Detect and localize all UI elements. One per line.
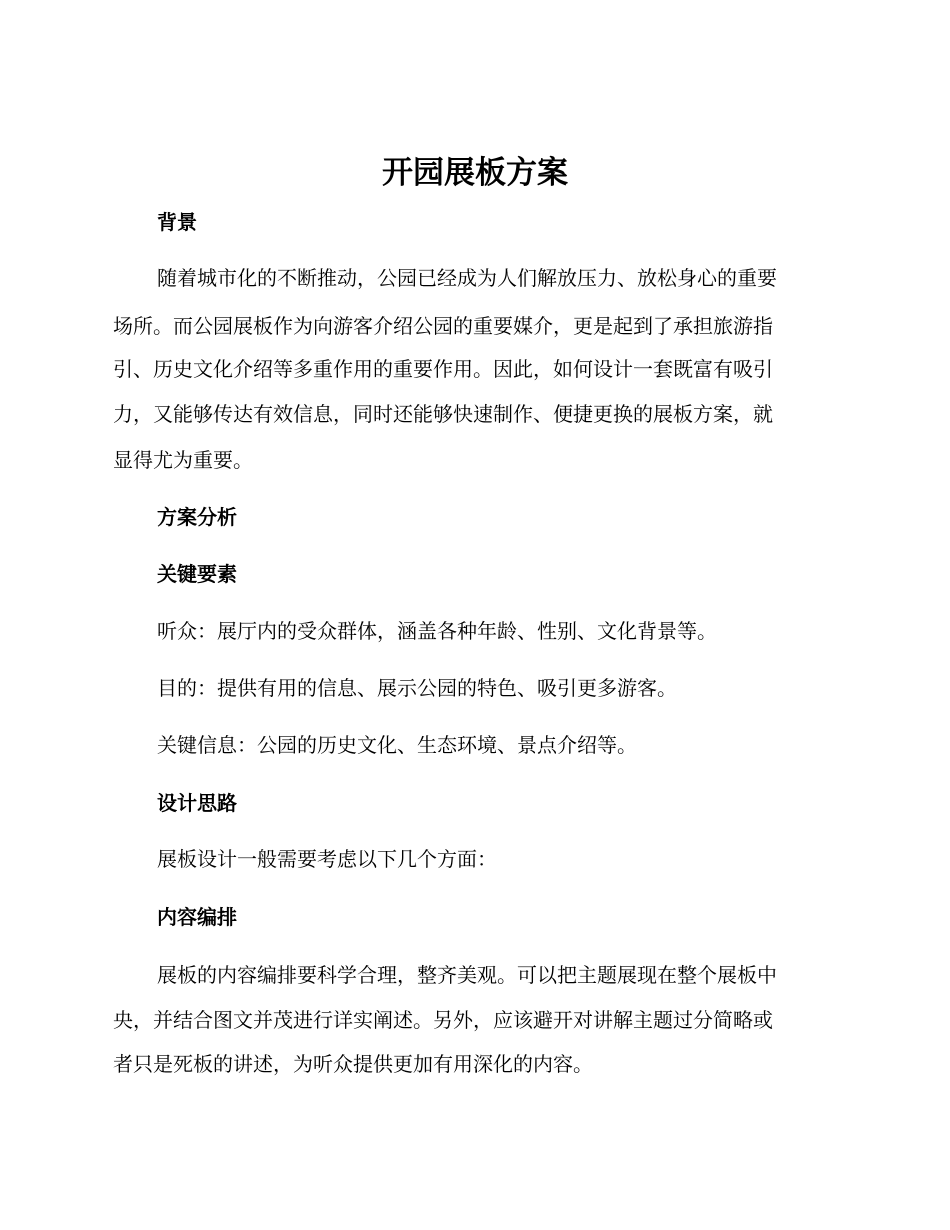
- background-paragraph-line: 力，又能够传达有效信息，同时还能够快速制作、便捷更换的展板方案，就: [113, 402, 773, 426]
- background-paragraph-line: 引、历史文化介绍等多重作用的重要作用。因此，如何设计一套既富有吸引: [113, 357, 773, 381]
- layout-paragraph-line: 展板的内容编排要科学合理，整齐美观。可以把主题展现在整个展板中: [157, 963, 777, 987]
- section-heading-analysis: 方案分析: [157, 505, 237, 529]
- section-heading-background: 背景: [157, 210, 197, 234]
- background-paragraph-line: 场所。而公园展板作为向游客介绍公园的重要媒介，更是起到了承担旅游指: [113, 314, 773, 338]
- background-paragraph-line: 显得尤为重要。: [113, 448, 253, 472]
- section-heading-design: 设计思路: [157, 791, 237, 815]
- section-heading-layout: 内容编排: [157, 905, 237, 929]
- layout-paragraph-line: 者只是死板的讲述，为听众提供更加有用深化的内容。: [113, 1052, 593, 1076]
- key-element-item: 目的：提供有用的信息、展示公园的特色、吸引更多游客。: [157, 676, 677, 700]
- design-intro-text: 展板设计一般需要考虑以下几个方面：: [157, 847, 497, 871]
- key-element-item: 关键信息：公园的历史文化、生态环境、景点介绍等。: [157, 733, 637, 757]
- page-title: 开园展板方案: [382, 155, 568, 191]
- section-heading-key-elements: 关键要素: [157, 562, 237, 586]
- background-paragraph-line: 随着城市化的不断推动，公园已经成为人们解放压力、放松身心的重要: [157, 266, 777, 290]
- key-element-item: 听众：展厅内的受众群体，涵盖各种年龄、性别、文化背景等。: [157, 619, 717, 643]
- layout-paragraph-line: 央，并结合图文并茂进行详实阐述。另外，应该避开对讲解主题过分简略或: [113, 1008, 773, 1032]
